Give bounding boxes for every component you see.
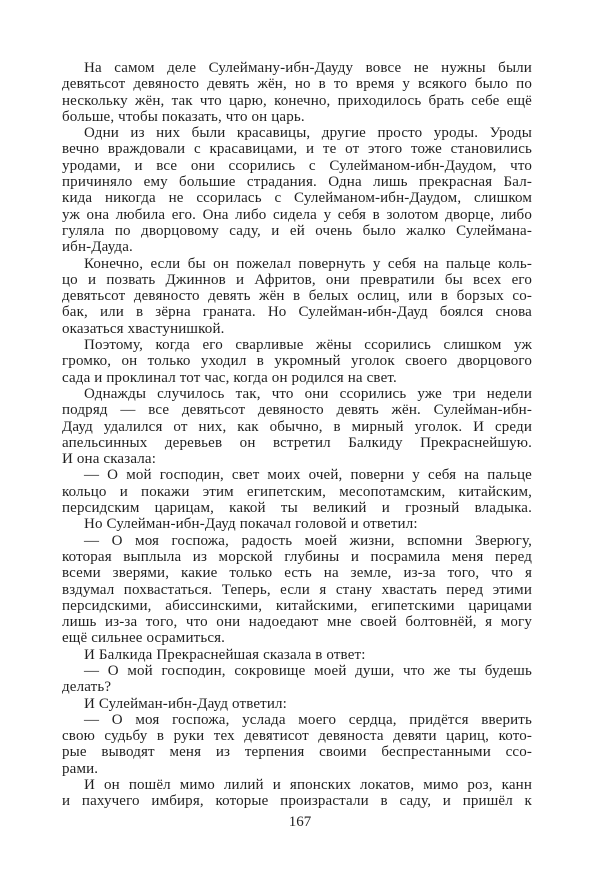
text-line: причиняло ему большие страдания. Одна лишь прекрасная Бал- xyxy=(62,174,532,191)
text-line: уж она любила его. Она либо сидела у себя в золотом дворце, либо xyxy=(62,206,532,223)
text-line: персидскими, абиссинскими, китайскими, египетскими царицами xyxy=(62,597,532,614)
text-line: гуляла по дворцовому саду, и ей очень было жалко Сулеймана- xyxy=(62,222,532,239)
text-line: вечно враждовали с красавицами, и те от этого тоже становились xyxy=(62,141,532,158)
text-line: делать? xyxy=(62,679,112,696)
text-line: Конечно, если бы он пожелал повернуть у себя на пальце коль- xyxy=(84,255,532,272)
text-line: Но Сулейман-ибн-Дауд покачал головой и ответил: xyxy=(84,516,418,533)
text-line: оказаться хвастунишкой. xyxy=(62,320,225,337)
text-line: подряд — все девятьсот девяносто девять жён. Сулейман-ибн- xyxy=(62,402,532,419)
text-line: нескольку жён, так что царю, конечно, приходилось брать себе ещё xyxy=(62,92,532,109)
text-line: И она сказала: xyxy=(62,451,157,468)
text-line: кида никогда не ссорилась с Сулейманом-ибн-Даудом, слишком xyxy=(62,190,532,207)
page-body-text xyxy=(62,60,532,810)
text-line: девятьсот девяносто девять жён в белых ослиц, или в борзых со- xyxy=(62,288,532,305)
text-line: ещё сильнее осрамиться. xyxy=(62,630,226,647)
text-line: девятьсот девяносто девять жён, но в то время у всякого было по xyxy=(62,76,532,93)
text-line: — О мой господин, свет моих очей, поверни у себя на пальце xyxy=(84,467,532,484)
text-line: — О моя госпожа, радость моей жизни, вспомни Зверюгу, xyxy=(84,532,532,549)
text-line: и пахучего имбиря, которые произрастали в саду, и пришёл к xyxy=(62,793,532,810)
text-line: цо и позвать Джиннов и Афритов, они превратили бы всех его xyxy=(62,271,532,288)
text-line: рами. xyxy=(62,760,99,777)
text-line: ибн-Дауда. xyxy=(62,239,133,256)
text-line: И Сулейман-ибн-Дауд ответил: xyxy=(84,695,287,712)
text-line: свою судьбу в руки тех девятисот девяноста девяти цариц, кото- xyxy=(62,728,532,745)
text-line: — О моя госпожа, услада моего сердца, придётся вверить xyxy=(84,711,532,728)
text-line: громко, он только уходил в укромный уголок своего дворцового xyxy=(62,353,532,370)
text-line: которая выплыла из морской глубины и посрамила меня перед xyxy=(62,548,532,565)
text-line: рые выводят меня из терпения своими беспрестанными ссо- xyxy=(62,744,532,761)
text-line: Однажды случилось так, что они ссорились уже три недели xyxy=(84,385,532,402)
text-line: сада и проклинал тот час, когда он родился на свет. xyxy=(62,369,397,386)
text-line: Одни из них были красавицы, другие просто уроды. Уроды xyxy=(84,125,532,142)
text-line: персидским царицам, какой ты великий и грозный владыка. xyxy=(62,500,532,517)
text-line: бак, или в зёрна граната. Но Сулейман-ибн-Дауд боялся снова xyxy=(62,304,532,321)
text-line: вздумал похвастаться. Теперь, если я стану хвастать перед этими xyxy=(62,581,532,598)
text-line: На самом деле Сулейману-ибн-Дауду вовсе не нужны были xyxy=(84,60,532,76)
page-number: 167 xyxy=(288,814,312,830)
text-line: И он пошёл мимо лилий и японских локатов, мимо роз, канн xyxy=(84,777,532,794)
text-line: кольцо и покажи этим египетским, месопотамским, китайским, xyxy=(62,483,532,500)
text-line: уродами, и все они ссорились с Сулейманом-ибн-Даудом, что xyxy=(62,157,532,174)
text-line: — О мой господин, сокровище моей души, что же ты будешь xyxy=(84,662,532,679)
text-line: всеми зверями, какие только есть на земле, из-за того, что я xyxy=(62,565,532,582)
text-line: апельсинных деревьев он встретил Балкиду Прекраснейшую. xyxy=(62,434,532,451)
text-line: И Балкида Прекраснейшая сказала в ответ: xyxy=(84,646,366,663)
text-line: лишь из-за того, что они надоедают мне своей болтовнёй, я могу xyxy=(62,614,532,631)
text-line: больше, чтобы показать, что он царь. xyxy=(62,108,305,125)
text-line: Поэтому, когда его сварливые жёны ссорились слишком уж xyxy=(84,337,532,354)
text-line: Дауд удалился от них, как обычно, в мирный уголок. И среди xyxy=(62,418,532,435)
